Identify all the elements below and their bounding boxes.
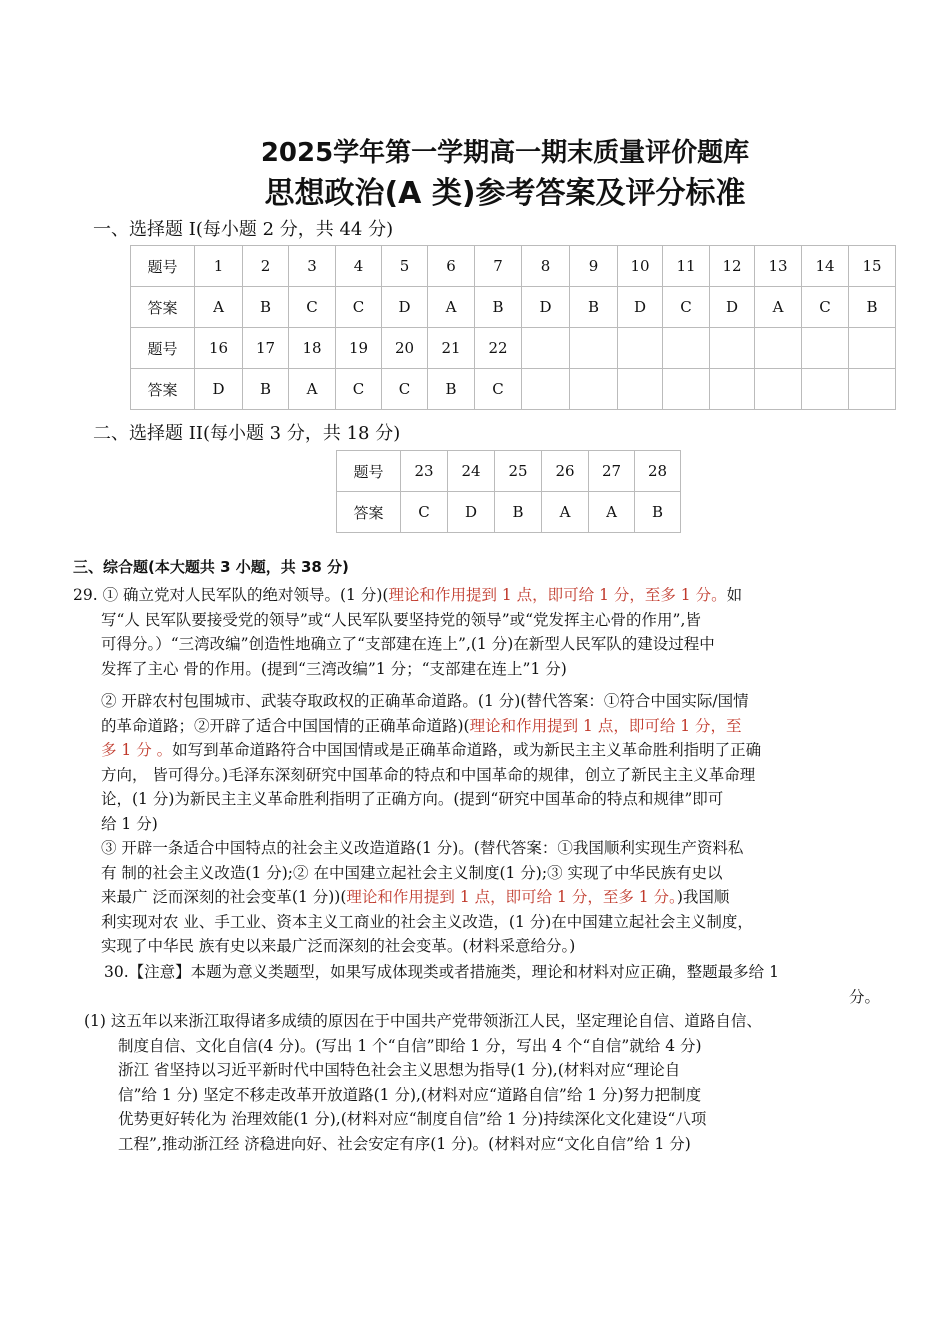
section1-heading: 一、选择题 I(每小题 2 分，共 44 分) xyxy=(93,219,394,240)
text-segment: 信”给 1 分) 坚定不移走改革开放道路(1 分),(材料对应“道路自信”给 1 分)努力把制度 xyxy=(118,1085,702,1104)
table-cell: B xyxy=(570,287,618,328)
text-line xyxy=(104,985,880,1010)
table-cell: 15 xyxy=(849,246,896,287)
text-line xyxy=(101,836,753,861)
scoring-note: 理论和作用提到 1 点，即可给 1 分，至多 1 分。 xyxy=(388,586,727,604)
text-segment: 浙江 省坚持以习近平新时代中国特色社会主义思想为指导(1 分),(材料对应“理论自 xyxy=(118,1061,681,1080)
text-line xyxy=(101,787,761,812)
text-segment: 的革命道路；②开辟了适合中国国情的正确革命道路)( xyxy=(101,716,470,735)
text-segment: 29. ① 确立党对人民军队的绝对领导。(1 分)( xyxy=(73,586,389,604)
table-cell: 17 xyxy=(243,328,289,369)
answer-paragraph xyxy=(101,836,753,959)
text-segment: ③ 开辟一条适合中国特点的社会主义改造道路(1 分)。(替代答案：①我国顺利实现生产资料私 xyxy=(101,839,744,857)
table-cell: D xyxy=(522,287,570,328)
answer-paragraph xyxy=(84,1009,762,1157)
table-cell: 16 xyxy=(195,328,243,369)
table-cell: 21 xyxy=(428,328,475,369)
question-number-row xyxy=(131,328,896,369)
text-line xyxy=(84,1058,762,1083)
row-label: 答案 xyxy=(131,369,195,410)
text-segment: 可得分。）“三湾改编”创造性地确立了“支部建在连上”,(1 分)在新型人民军队的建设过程中 xyxy=(101,635,715,654)
table-cell: A xyxy=(195,287,243,328)
table-cell: 14 xyxy=(802,246,849,287)
table-cell: 24 xyxy=(448,451,495,492)
table-cell: B xyxy=(495,492,542,533)
table-cell xyxy=(849,369,896,410)
text-segment: )我国顺 xyxy=(676,888,730,907)
text-line xyxy=(73,583,742,608)
text-segment: (1) 这五年以来浙江取得诸多成绩的原因在于中国共产党带领浙江人民，坚定理论自信、道路自信、 xyxy=(84,1012,762,1030)
table-cell: A xyxy=(589,492,635,533)
table-cell: C xyxy=(475,369,522,410)
table-cell: A xyxy=(755,287,802,328)
table-cell: A xyxy=(428,287,475,328)
scoring-note: 理论和作用提到 1 点，即可给 1 分，至 xyxy=(469,716,742,735)
text-segment: 优势更好转化为 治理效能(1 分),(材料对应“制度自信”给 1 分)持续深化文化建设“八项 xyxy=(118,1110,707,1129)
answer-row xyxy=(131,369,896,410)
table-cell xyxy=(522,328,570,369)
text-line xyxy=(101,885,753,910)
table-cell: 19 xyxy=(336,328,382,369)
question-number-row xyxy=(337,451,681,492)
table-cell: 13 xyxy=(755,246,802,287)
row-label: 题号 xyxy=(131,246,195,287)
table-cell: B xyxy=(243,287,289,328)
table-cell xyxy=(849,328,896,369)
text-segment: 有 制的社会主义改造(1 分);② 在中国建立起社会主义制度(1 分);③ 实现了中华民族有史以 xyxy=(101,863,723,882)
section2-heading: 二、选择题 II(每小题 3 分，共 18 分) xyxy=(93,423,401,444)
table-cell: 2 xyxy=(243,246,289,287)
table-cell xyxy=(522,369,570,410)
table-cell: 3 xyxy=(289,246,336,287)
table-cell: D xyxy=(382,287,428,328)
table-cell: C xyxy=(663,287,710,328)
text-segment: 发挥了主心 骨的作用。(提到“三湾改编”1 分；“支部建在连上”1 分) xyxy=(101,659,567,678)
table-cell: 27 xyxy=(589,451,635,492)
table-cell: B xyxy=(243,369,289,410)
answer-table-1 xyxy=(130,245,896,410)
text-segment: 如写到革命道路符合中国国情或是正确革命道路，或为新民主主义革命胜利指明了正确 xyxy=(172,741,762,760)
table-cell: 26 xyxy=(542,451,589,492)
table-cell: 28 xyxy=(635,451,681,492)
answer-paragraph xyxy=(73,583,742,681)
table-cell: A xyxy=(542,492,589,533)
text-line xyxy=(73,657,742,682)
text-line xyxy=(101,812,761,837)
text-segment: 实现了中华民 族有史以来最广泛而深刻的社会变革。(材料采意给分。) xyxy=(101,937,576,956)
table-cell xyxy=(618,328,663,369)
text-segment: 给 1 分) xyxy=(101,814,158,833)
text-line xyxy=(101,714,761,739)
text-segment: 制度自信、文化自信(4 分)。(写出 1 个“自信”即给 1 分，写出 4 个“自信”就给 4 分) xyxy=(118,1036,702,1055)
scoring-note: 理论和作用提到 1 点，即可给 1 分，至多 1 分。 xyxy=(346,888,677,907)
table-cell: 9 xyxy=(570,246,618,287)
table-cell: D xyxy=(618,287,663,328)
table-cell: B xyxy=(428,369,475,410)
text-line xyxy=(101,934,753,959)
text-line xyxy=(84,1009,762,1034)
table-cell xyxy=(802,369,849,410)
table-cell: 20 xyxy=(382,328,428,369)
table-cell xyxy=(802,328,849,369)
row-label: 答案 xyxy=(337,492,401,533)
text-segment: 论，(1 分)为新民主主义革命胜利指明了正确方向。(提到“研究中国革命的特点和规律”即可 xyxy=(101,790,724,809)
table-cell xyxy=(710,369,755,410)
title-line-1: 2025学年第一学期高一期末质量评价题库 xyxy=(260,138,750,168)
table-cell: D xyxy=(448,492,495,533)
text-segment: ② 开辟农村包围城市、武装夺取政权的正确革命道路。(1 分)(替代答案：①符合中国实际/国情 xyxy=(101,692,749,710)
row-label: 题号 xyxy=(131,328,195,369)
answer-row xyxy=(337,492,681,533)
table-cell: C xyxy=(802,287,849,328)
table-cell xyxy=(663,369,710,410)
text-line xyxy=(84,1132,762,1157)
text-line xyxy=(84,1083,762,1108)
text-segment: 来最广 泛而深刻的社会变革(1 分))( xyxy=(101,888,347,907)
text-line xyxy=(73,608,742,633)
table-cell: C xyxy=(289,287,336,328)
text-line xyxy=(101,763,761,788)
table-cell xyxy=(710,328,755,369)
answer-row xyxy=(131,287,896,328)
text-line xyxy=(84,1107,762,1132)
text-segment: 方向， 皆可得分。)毛泽东深刻研究中国革命的特点和中国革命的规律，创立了新民主主义革命理 xyxy=(101,765,756,784)
table-cell: 4 xyxy=(336,246,382,287)
table-cell: B xyxy=(635,492,681,533)
text-segment: 工程”,推动浙江经 济稳进向好、社会安定有序(1 分)。(材料对应“文化自信”给 1 分) xyxy=(118,1134,691,1153)
text-segment: 写“人 民军队要接受党的领导”或“人民军队要坚持党的领导”或“党发挥主心骨的作用”,皆 xyxy=(101,610,701,629)
title-line-2: 思想政治(A 类)参考答案及评分标准 xyxy=(264,176,746,211)
text-segment: 利实现对农 业、手工业、资本主义工商业的社会主义改造，(1 分)在中国建立起社会主义制度， xyxy=(101,912,753,931)
text-line xyxy=(101,738,761,763)
table-cell: B xyxy=(475,287,522,328)
table-cell xyxy=(663,328,710,369)
table-cell: 22 xyxy=(475,328,522,369)
table-cell: B xyxy=(849,287,896,328)
table-cell: 12 xyxy=(710,246,755,287)
table-cell: 6 xyxy=(428,246,475,287)
table-cell xyxy=(570,328,618,369)
answer-paragraph xyxy=(101,689,761,837)
table-cell: A xyxy=(289,369,336,410)
table-cell: C xyxy=(382,369,428,410)
text-segment: 如 xyxy=(726,586,743,604)
text-line xyxy=(84,1034,762,1059)
row-label: 题号 xyxy=(337,451,401,492)
section3-heading: 三、综合题(本大题共 3 小题，共 38 分) xyxy=(73,558,349,576)
text-line xyxy=(101,861,753,886)
table-cell: D xyxy=(710,287,755,328)
answer-paragraph xyxy=(104,960,880,1009)
table-cell: D xyxy=(195,369,243,410)
table-cell: 1 xyxy=(195,246,243,287)
text-line xyxy=(101,689,761,714)
question-number-row xyxy=(131,246,896,287)
table-cell: 25 xyxy=(495,451,542,492)
text-segment: 分。 xyxy=(849,987,881,1006)
answer-table-2 xyxy=(336,450,681,533)
table-cell: 8 xyxy=(522,246,570,287)
text-segment: 30.【注意】本题为意义类题型，如果写成体现类或者措施类，理论和材料对应正确，整题最多给 1 xyxy=(104,963,779,981)
table-cell: 7 xyxy=(475,246,522,287)
scoring-note: 多 1 分 。 xyxy=(101,741,173,760)
text-line xyxy=(104,960,880,985)
table-cell: 11 xyxy=(663,246,710,287)
row-label: 答案 xyxy=(131,287,195,328)
table-cell: 23 xyxy=(401,451,448,492)
table-cell: C xyxy=(336,287,382,328)
table-cell: C xyxy=(401,492,448,533)
table-cell: 5 xyxy=(382,246,428,287)
table-cell: 10 xyxy=(618,246,663,287)
table-cell xyxy=(755,369,802,410)
table-cell: 18 xyxy=(289,328,336,369)
table-cell xyxy=(618,369,663,410)
table-cell xyxy=(570,369,618,410)
table-cell xyxy=(755,328,802,369)
table-cell: C xyxy=(336,369,382,410)
text-line xyxy=(73,632,742,657)
text-line xyxy=(101,910,753,935)
